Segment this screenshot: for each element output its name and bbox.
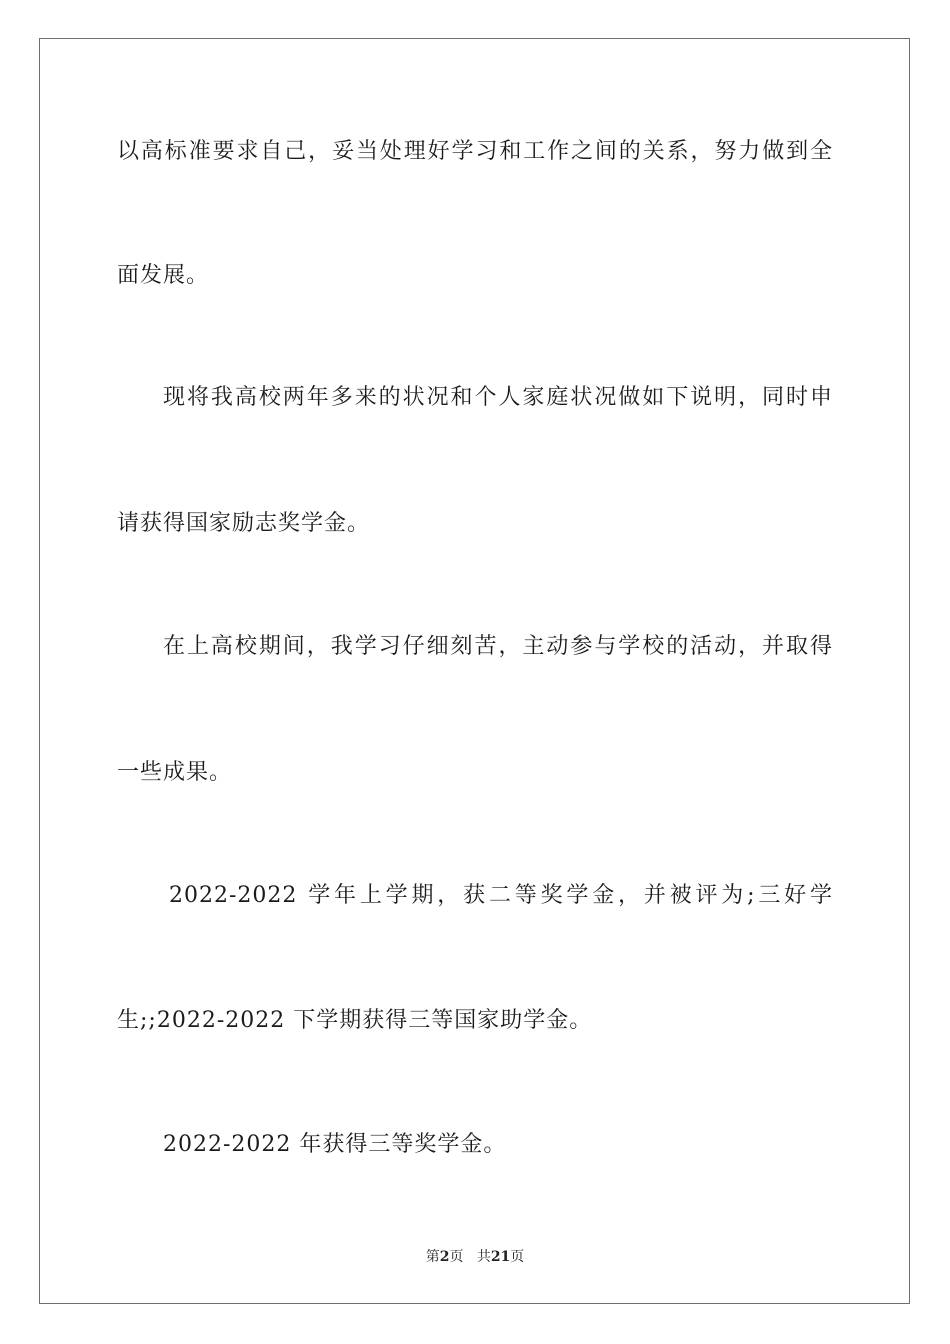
paragraph-4-line-1: 2022-2022 学年上学期，获二等奖学金，并被评为;三好学 (169, 883, 833, 908)
page-border (39, 38, 910, 1304)
page-footer (0, 1248, 950, 1266)
paragraph-2-line-1: 现将我高校两年多来的状况和个人家庭状况做如下说明，同时申 (163, 385, 833, 410)
paragraph-1-line-2: 面发展。 (117, 263, 210, 288)
footer-total-prefix: 共 (476, 1249, 491, 1265)
paragraph-1-line-1: 以高标准要求自己，妥当处理好学习和工作之间的关系，努力做到全 (117, 139, 833, 164)
paragraph-3-line-1: 在上高校期间，我学习仔细刻苦，主动参与学校的活动，并取得 (163, 634, 833, 659)
paragraph-4-line-2: 生;;2022-2022 下学期获得三等国家助学金。 (117, 1008, 593, 1033)
paragraph-3-line-2: 一些成果。 (117, 760, 233, 785)
footer-page-suffix: 页 (449, 1249, 464, 1265)
footer-page-number: 2 (439, 1249, 450, 1265)
footer-total-pages: 21 (490, 1249, 511, 1265)
paragraph-2-line-2: 请获得国家励志奖学金。 (117, 511, 371, 536)
paragraph-5-line-1: 2022-2022 年获得三等奖学金。 (163, 1132, 507, 1157)
footer-page-prefix: 第 (425, 1249, 440, 1265)
footer-total-suffix: 页 (510, 1249, 525, 1265)
